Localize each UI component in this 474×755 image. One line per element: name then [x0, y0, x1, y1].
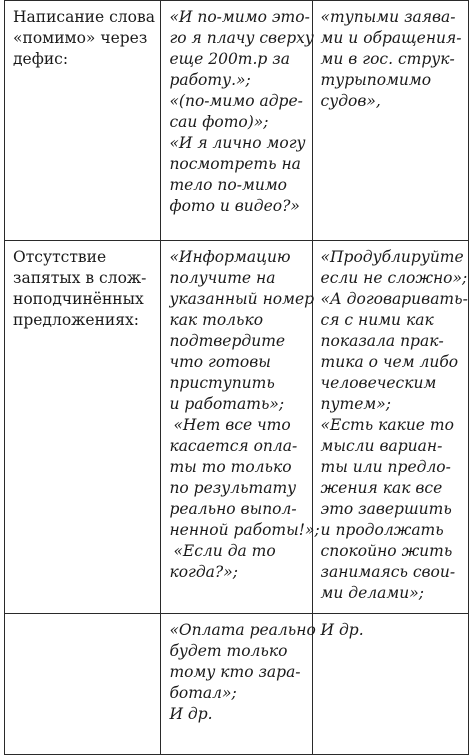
cell-text-line: жения как все	[320, 479, 443, 497]
cell-text-line: реально выпол-	[169, 500, 297, 518]
example-cell	[161, 1, 312, 241]
cell-text-line: еще 200т.р за	[169, 50, 290, 68]
cell-text-line: тика о чем либо	[320, 353, 459, 371]
cell-text-line: «Информацию	[169, 248, 291, 266]
cell-text-line: ноподчинённых	[13, 290, 144, 308]
cell-text-line: получите на	[169, 269, 276, 287]
cell-text-line: «Есть какие то	[320, 416, 454, 434]
cell-text-line: предложениях:	[13, 311, 139, 329]
comparison-table	[4, 0, 469, 755]
cell-text-line: когда?»;	[169, 563, 238, 581]
cell-text-line: путем»;	[320, 395, 391, 413]
example-cell	[161, 241, 320, 614]
cell-text-line: ты то только	[169, 458, 292, 476]
category-cell	[5, 614, 161, 755]
cell-text-line: показала прак-	[320, 332, 444, 350]
example-cell	[312, 241, 468, 614]
cell-text-line: по результату	[169, 479, 297, 497]
cell-text-line: «Продублируйте	[320, 248, 464, 266]
cell-text-line: и продолжать	[320, 521, 444, 539]
cell-text-line: И др.	[169, 705, 213, 723]
cell-text-line: это завершить	[320, 500, 452, 518]
cell-text-line: дефис:	[13, 50, 69, 68]
cell-text-line: касается опла-	[169, 437, 298, 455]
cell-text-line: «И я лично могу	[169, 134, 306, 152]
cell-text-line: ботал»;	[169, 684, 237, 702]
cell-text-line: «Нет все что	[173, 416, 291, 434]
example-cell	[312, 614, 468, 755]
cell-text-line: ми и обращения-	[320, 29, 462, 47]
cell-text-line: указанный номер	[169, 290, 315, 308]
cell-text-line: го я плачу сверху	[169, 29, 314, 47]
cell-text-line: саи фото)»;	[169, 113, 269, 131]
cell-text-line: что готовы	[169, 353, 271, 371]
cell-text-line: ся с ними как	[320, 311, 434, 329]
cell-text-line: и работать»;	[169, 395, 285, 413]
cell-text-line: приступить	[169, 374, 275, 392]
table-row	[5, 241, 469, 614]
cell-text-line: «Если да то	[173, 542, 276, 560]
cell-text-line: тело по-мимо	[169, 176, 288, 194]
cell-text-line: «И по-мимо это-	[169, 8, 310, 26]
cell-text-line: «тупыми заява-	[320, 8, 456, 26]
example-cell	[161, 614, 316, 755]
cell-text-line: будет только	[169, 642, 288, 660]
cell-text-line: ми делами»;	[320, 584, 424, 602]
cell-text-line: «помимо» через	[13, 29, 148, 47]
table-row	[5, 1, 469, 241]
cell-text-line: спокойно жить	[320, 542, 453, 560]
cell-text-line: человеческим	[320, 374, 437, 392]
cell-text-line: судов»,	[320, 92, 381, 110]
cell-text-line: ненной работы!»;	[169, 521, 320, 539]
category-cell	[5, 1, 161, 241]
cell-text-line: если не сложно»;	[320, 269, 468, 287]
example-cell	[312, 1, 468, 241]
cell-text-line: турыпомимо	[320, 71, 432, 89]
category-cell	[5, 241, 161, 614]
cell-text-line: подтвердите	[169, 332, 286, 350]
cell-text-line: «А договаривать-	[320, 290, 468, 308]
cell-text-line: мысли вариан-	[320, 437, 443, 455]
cell-text-line: работу.»;	[169, 71, 251, 89]
cell-text-line: фото и видео?»	[169, 197, 300, 215]
cell-text-line: И др.	[320, 621, 364, 639]
cell-text-line: тому кто зара-	[169, 663, 301, 681]
cell-text-line: ми в гос. струк-	[320, 50, 455, 68]
cell-text-line: посмотреть на	[169, 155, 301, 173]
cell-text-line: Отсутствие	[13, 248, 107, 266]
cell-text-line: ты или предло-	[320, 458, 451, 476]
cell-text-line: «Оплата реально	[169, 621, 316, 639]
cell-text-line: занимаясь свои-	[320, 563, 456, 581]
cell-text-line: запятых в слож-	[13, 269, 147, 287]
cell-text-line: Написание слова	[13, 8, 155, 26]
cell-text-line: как только	[169, 311, 264, 329]
table-row	[5, 614, 469, 755]
cell-text-line: «(по-мимо адре-	[169, 92, 303, 110]
